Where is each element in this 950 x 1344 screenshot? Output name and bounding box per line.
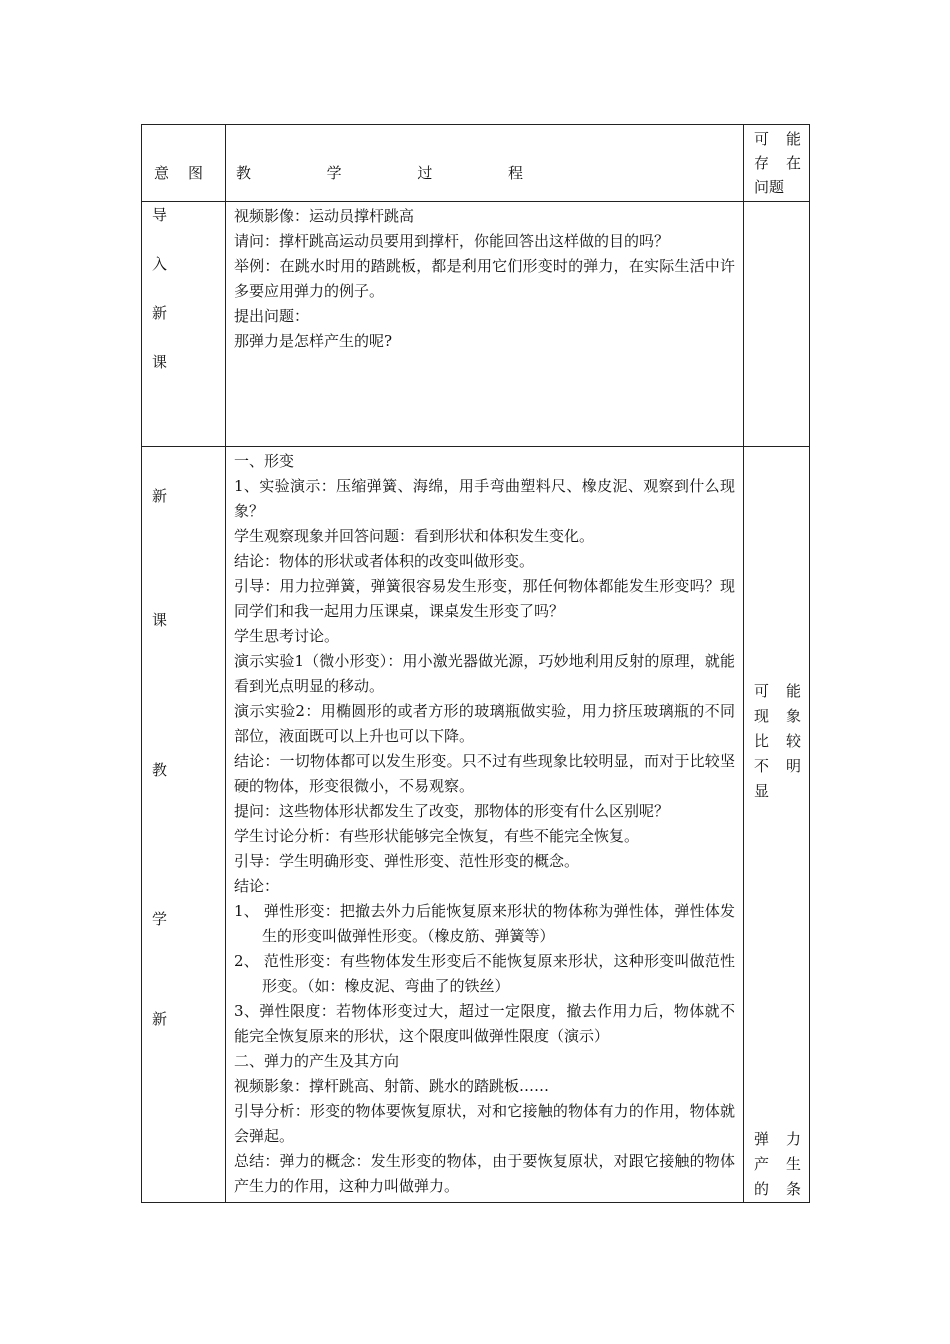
text-line: 视频影像：运动员撑杆跳高 [234, 207, 415, 225]
text-line: 请问：撑杆跳高运动员要用到撑杆，你能回答出这样做的目的吗？ [234, 232, 670, 250]
lesson-plan-table [141, 124, 810, 1203]
label-char: 入 [152, 255, 168, 273]
header-issues-char: 存 [754, 154, 770, 172]
header-intent-char: 图 [187, 164, 203, 182]
text-line: 总结：弹力的概念：发生形变的物体，由于要恢复原状，对跟它接触的物体产生力的作用，这种力叫做弹力。 [234, 1152, 735, 1195]
note-char: 的 [754, 1180, 770, 1198]
label-char: 课 [152, 611, 168, 629]
note-char: 现 [754, 707, 770, 725]
section-intro-content [226, 202, 744, 447]
text-line: 学生讨论分析：有些形状能够完全恢复，有些不能完全恢复。 [234, 827, 640, 845]
text-line: 一、形变 [234, 452, 295, 470]
section-new-row [142, 447, 810, 1203]
header-process [226, 125, 744, 202]
text-line: 结论：一切物体都可以发生形变。只不过有些现象比较明显，而对于比较坚硬的物体，形变很微小，不易观察。 [234, 752, 735, 795]
section-intro-notes [744, 202, 810, 447]
note-char: 显 [754, 782, 770, 800]
text-line: 结论： [234, 877, 280, 895]
section-intro-label [142, 202, 226, 447]
section-intro-row [142, 202, 810, 447]
note-elastic-condition [744, 1127, 809, 1202]
note-char: 象 [785, 707, 801, 725]
header-intent [142, 125, 226, 202]
text-line: 演示实验1（微小形变）：用小激光器做光源，巧妙地利用反射的原理，就能看到光点明显的移动。 [234, 652, 735, 695]
note-char: 力 [785, 1130, 801, 1148]
header-intent-char: 意 [154, 164, 170, 182]
header-process-char: 过 [417, 164, 433, 182]
header-process-char: 学 [326, 164, 342, 182]
text-line: 提出问题： [234, 307, 310, 325]
text-line: 二、弹力的产生及其方向 [234, 1052, 400, 1070]
text-line: 引导分析：形变的物体要恢复原状，对和它接触的物体有力的作用，物体就会弹起。 [234, 1102, 735, 1145]
note-char: 条 [785, 1180, 801, 1198]
note-phenomenon [744, 679, 809, 804]
text-line: 学生观察现象并回答问题：看到形状和体积发生变化。 [234, 527, 595, 545]
text-line: 引导：用力拉弹簧，弹簧很容易发生形变，那任何物体都能发生形变吗？现同学们和我一起用力压课桌，课桌发生形变了吗？ [234, 577, 735, 620]
text-line: 2、 范性形变：有些物体发生形变后不能恢复原来形状，这种形变叫做范性形变。（如：橡皮泥、弯曲了的铁丝） [234, 952, 735, 995]
note-char: 不 [754, 757, 770, 775]
text-line: 3、弹性限度：若物体形变过大，超过一定限度，撤去作用力后，物体就不能完全恢复原来的形状，这个限度叫做弹性限度（演示） [234, 1002, 735, 1045]
label-char: 课 [152, 353, 168, 371]
label-char: 教 [152, 761, 168, 779]
text-line: 视频影象：撑杆跳高、射箭、跳水的踏跳板…… [234, 1077, 550, 1095]
text-line: 结论：物体的形状或者体积的改变叫做形变。 [234, 552, 535, 570]
section-new-label [142, 447, 226, 1203]
text-line: 1、实验演示：压缩弹簧、海绵，用手弯曲塑料尺、橡皮泥、观察到什么现象？ [234, 477, 735, 520]
text-line: 演示实验2：用椭圆形的或者方形的玻璃瓶做实验，用力挤压玻璃瓶的不同部位，液面既可以上升也可以下降。 [234, 702, 735, 745]
header-process-char: 程 [507, 164, 523, 182]
label-char: 导 [152, 206, 168, 224]
header-issues-char: 在 [785, 154, 801, 172]
header-issues-char: 问题 [754, 178, 785, 196]
text-line: 提问：这些物体形状都发生了改变，那物体的形变有什么区别呢？ [234, 802, 670, 820]
label-char: 新 [152, 304, 168, 322]
note-char: 可 [754, 682, 770, 700]
header-issues-char: 可 [754, 130, 770, 148]
note-char: 明 [785, 757, 801, 775]
text-line: 举例：在跳水时用的踏跳板，都是利用它们形变时的弹力，在实际生活中许多要应用弹力的例子。 [234, 257, 735, 300]
text-line: 学生思考讨论。 [234, 627, 340, 645]
label-char: 新 [152, 487, 168, 505]
note-char: 生 [785, 1155, 801, 1173]
note-char: 产 [754, 1155, 770, 1173]
header-process-char: 教 [236, 164, 252, 182]
header-row [142, 125, 810, 202]
text-line: 引导：学生明确形变、弹性形变、范性形变的概念。 [234, 852, 580, 870]
header-issues [744, 125, 810, 202]
section-new-content [226, 447, 744, 1203]
header-issues-char: 能 [785, 130, 801, 148]
label-char: 新 [152, 1010, 168, 1028]
text-line: 那弹力是怎样产生的呢? [234, 332, 393, 350]
label-char: 学 [152, 910, 168, 928]
note-char: 比 [754, 732, 770, 750]
text-line: 1、 弹性形变：把撤去外力后能恢复原来形状的物体称为弹性体，弹性体发生的形变叫做弹性形变。（橡皮筋、弹簧等） [234, 902, 735, 945]
note-char: 弹 [754, 1130, 770, 1148]
note-char: 较 [785, 732, 801, 750]
note-char: 能 [785, 682, 801, 700]
section-new-notes [744, 447, 810, 1203]
